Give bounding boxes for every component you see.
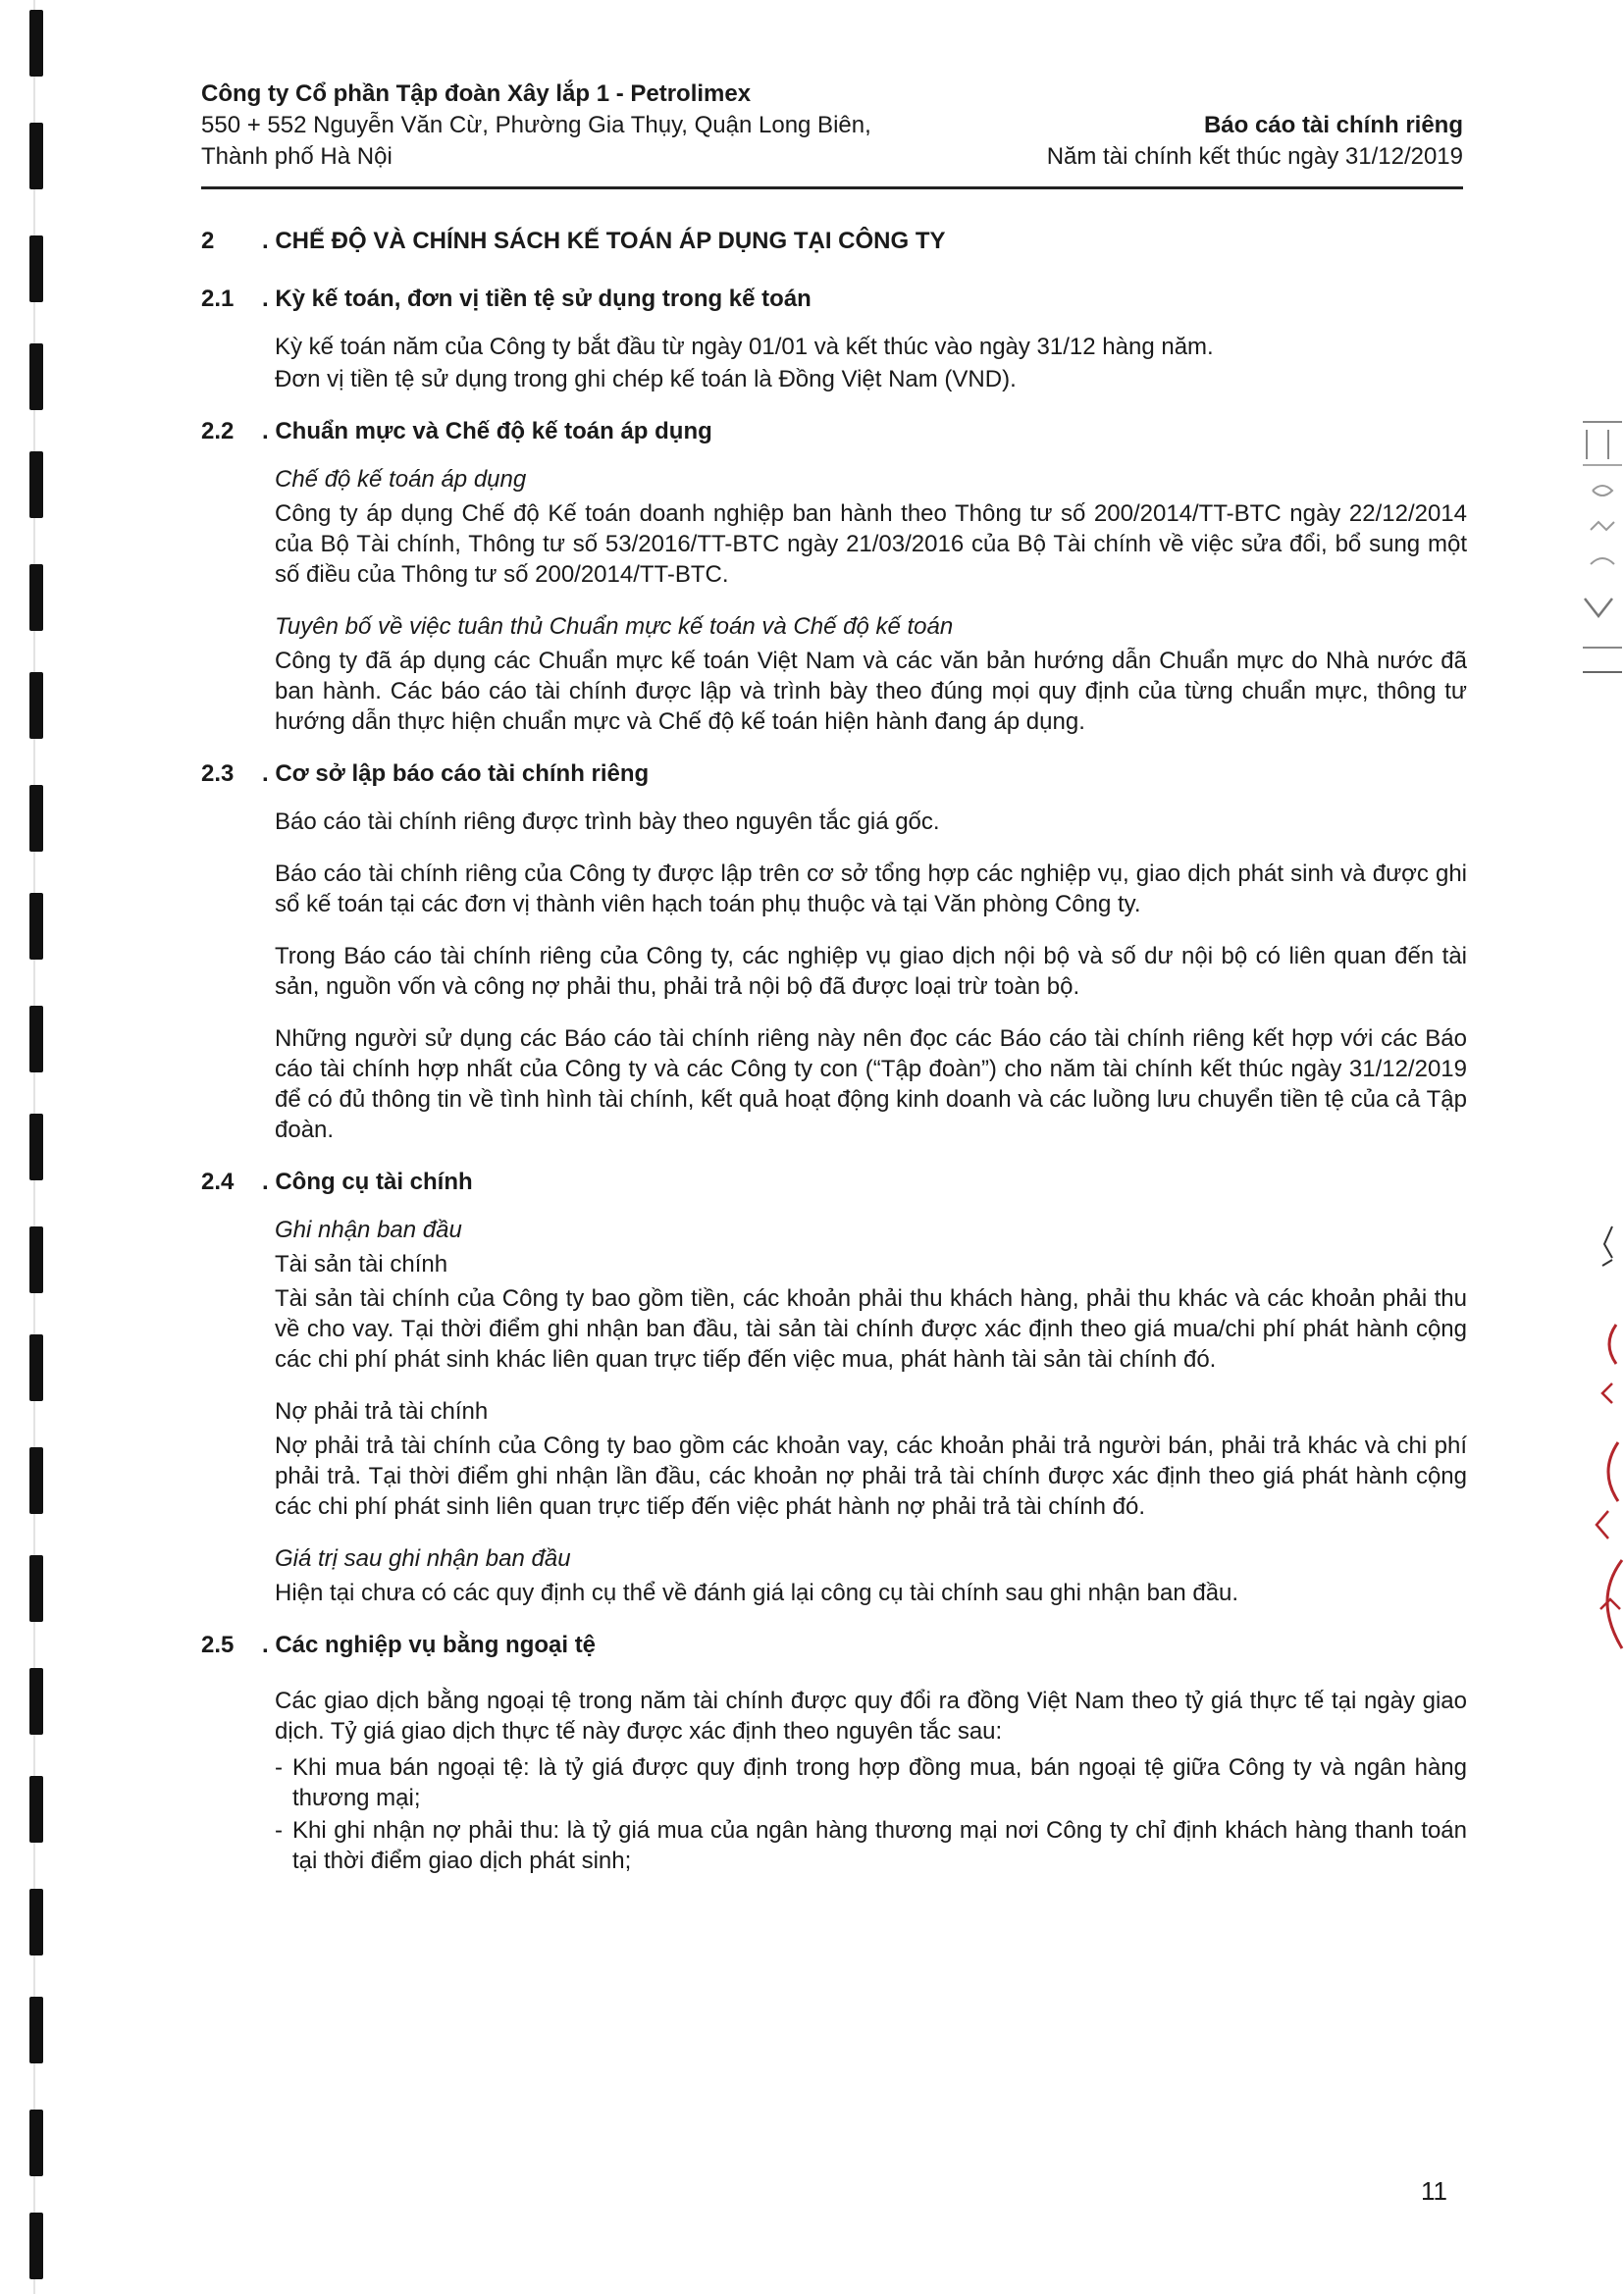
subheading: Tuyên bố về việc tuân thủ Chuẩn mực kế toán và Chế độ kế toán xyxy=(275,613,954,640)
binding-hole xyxy=(29,785,43,852)
section-number: 2.1 xyxy=(201,286,235,312)
list-item xyxy=(275,1815,1467,1876)
paragraph: Nợ phải trả tài chính của Công ty bao gồm các khoản vay, các khoản phải trả người bán, phải trả khác và chi phí phải trả. Tại thời điểm ghi nhận lần đầu, các khoản nợ phải trả tài chính được xác định theo giá phát hành cộng các chi phí phát sinh liên quan trực tiếp đến việc phát hành nợ phải trả tài chính đó. xyxy=(275,1433,1467,1520)
bullet-dash: - xyxy=(275,1817,283,1844)
section-2-3-heading xyxy=(201,758,1467,789)
binding-hole xyxy=(29,1334,43,1401)
binding-hole xyxy=(29,1447,43,1514)
report-block xyxy=(1047,110,1463,173)
paragraph: Công ty đã áp dụng các Chuẩn mực kế toán Việt Nam và các văn bản hướng dẫn Chuẩn mực do Nhà nước đã ban hành. Các báo cáo tài chính được lập và trình bày theo đúng mọi quy định của từng chuẩn mực, thông tư hướng dẫn thực hiện chuẩn mực và Chế độ kế toán hiện hành đang áp dụng. xyxy=(275,648,1467,735)
subheading: Chế độ kế toán áp dụng xyxy=(275,466,527,493)
label: Tài sản tài chính xyxy=(275,1251,448,1277)
section-title: . CHẾ ĐỘ VÀ CHÍNH SÁCH KẾ TOÁN ÁP DỤNG TẠI CÔNG TY xyxy=(262,228,946,254)
section-number: 2.4 xyxy=(201,1169,235,1195)
binding-hole xyxy=(29,1006,43,1072)
section-number: 2 xyxy=(201,228,215,254)
section-2-5-heading xyxy=(201,1630,1467,1660)
company-address-line1: 550 + 552 Nguyễn Văn Cừ, Phường Gia Thụy, Quận Long Biên, xyxy=(201,112,871,138)
section-title: . Kỳ kế toán, đơn vị tiền tệ sử dụng trong kế toán xyxy=(262,286,812,312)
paragraph: Những người sử dụng các Báo cáo tài chính riêng này nên đọc các Báo cáo tài chính riêng kết hợp với các Báo cáo tài chính hợp nhất của Công ty và các Công ty con (“Tập đoàn”) cho năm tài chính kết thúc ngày 31/12/2019 để có đủ thông tin về tình hình tài chính, kết quả hoạt động kinh doanh và các luồng lưu chuyển tiền tệ của cả Tập đoàn. xyxy=(275,1025,1467,1143)
company-address-line2: Thành phố Hà Nội xyxy=(201,143,393,170)
section-2-2-heading xyxy=(201,416,1467,446)
binding-hole xyxy=(29,10,43,77)
binding-hole xyxy=(29,343,43,410)
binding-hole xyxy=(29,1889,43,1955)
binding-hole xyxy=(29,235,43,302)
paragraph: Báo cáo tài chính riêng của Công ty được lập trên cơ sở tổng hợp các nghiệp vụ, giao dịch phát sinh và được ghi sổ kế toán tại các đơn vị thành viên hạch toán phụ thuộc và tại Văn phòng Công ty. xyxy=(275,860,1467,917)
report-period: Năm tài chính kết thúc ngày 31/12/2019 xyxy=(1046,143,1463,170)
binding-hole xyxy=(29,451,43,518)
section-2-heading xyxy=(201,226,1467,256)
paragraph: Kỳ kế toán năm của Công ty bắt đầu từ ngày 01/01 và kết thúc vào ngày 31/12 hàng năm. xyxy=(275,334,1214,360)
page-number: 11 xyxy=(1421,2176,1447,2206)
section-2-1-body xyxy=(275,332,1467,394)
section-title: . Chuẩn mực và Chế độ kế toán áp dụng xyxy=(262,418,712,444)
stamp-marks-graphic xyxy=(1573,402,1624,1678)
list-item-text: Khi mua bán ngoại tệ: là tỷ giá được quy định trong hợp đồng mua, bán ngoại tệ giữa Công ty và ngân hàng thương mại; xyxy=(292,1754,1467,1811)
subheading: Giá trị sau ghi nhận ban đầu xyxy=(275,1545,571,1572)
page-header xyxy=(201,78,1463,189)
paragraph: Công ty áp dụng Chế độ Kế toán doanh nghiệp ban hành theo Thông tư số 200/2014/TT-BTC ngày 22/12/2014 của Bộ Tài chính, Thông tư số 53/2016/TT-BTC ngày 21/03/2016 của Bộ Tài chính về việc sửa đổi, bổ sung một số điều của Thông tư số 200/2014/TT-BTC. xyxy=(275,500,1467,588)
paragraph: Tài sản tài chính của Công ty bao gồm tiền, các khoản phải thu khách hàng, phải thu khác và các khoản phải thu về cho vay. Tại thời điểm ghi nhận ban đầu, tài sản tài chính được xác định theo giá mua/chi phí phát hành cộng các chi phí phát sinh khác liên quan trực tiếp đến việc mua, phát hành tài sản tài chính đó. xyxy=(275,1285,1467,1373)
binding-hole xyxy=(29,2213,43,2279)
list-item xyxy=(275,1752,1467,1813)
binding-hole xyxy=(29,1226,43,1293)
binding-hole xyxy=(29,1776,43,1843)
binding-hole xyxy=(29,1997,43,2063)
binding-hole xyxy=(29,123,43,189)
binding-hole xyxy=(29,1668,43,1735)
section-title: . Cơ sở lập báo cáo tài chính riêng xyxy=(262,760,650,787)
report-title: Báo cáo tài chính riêng xyxy=(1203,112,1463,138)
company-name: Công ty Cổ phần Tập đoàn Xây lắp 1 - Petrolimex xyxy=(201,80,752,107)
section-2-4-body xyxy=(275,1215,1467,1608)
bullet-dash: - xyxy=(275,1754,283,1781)
section-2-1-heading xyxy=(201,284,1467,314)
paragraph: Hiện tại chưa có các quy định cụ thể về đánh giá lại công cụ tài chính sau ghi nhận ban đầu. xyxy=(275,1580,1239,1606)
section-2-2-body xyxy=(275,464,1467,737)
binding-hole xyxy=(29,1555,43,1622)
binding-hole xyxy=(29,672,43,739)
paragraph: Trong Báo cáo tài chính riêng của Công ty, các nghiệp vụ giao dịch nội bộ và số dư nội bộ có liên quan đến tài sản, nguồn vốn và công nợ phải thu, phải trả nội bộ đã được loại trừ toàn bộ. xyxy=(275,943,1467,1000)
binding-holes xyxy=(22,0,51,2294)
label: Nợ phải trả tài chính xyxy=(275,1398,489,1425)
section-number: 2.3 xyxy=(201,760,235,787)
paragraph: Báo cáo tài chính riêng được trình bày theo nguyên tắc giá gốc. xyxy=(275,808,940,835)
list-item-text: Khi ghi nhận nợ phải thu: là tỷ giá mua của ngân hàng thương mại nơi Công ty chỉ định khách hàng thanh toán tại thời điểm giao dịch phát sinh; xyxy=(292,1817,1467,1874)
section-title: . Công cụ tài chính xyxy=(262,1169,473,1195)
section-title: . Các nghiệp vụ bằng ngoại tệ xyxy=(262,1632,597,1658)
binding-hole xyxy=(29,2110,43,2176)
company-block xyxy=(201,78,871,173)
section-number: 2.5 xyxy=(201,1632,235,1658)
binding-hole xyxy=(29,893,43,960)
paragraph: Các giao dịch bằng ngoại tệ trong năm tài chính được quy đổi ra đồng Việt Nam theo tỷ giá thực tế tại ngày giao dịch. Tỷ giá giao dịch thực tế này được xác định theo nguyên tắc sau: xyxy=(275,1688,1467,1745)
section-2-3-body xyxy=(275,807,1467,1145)
document-body xyxy=(201,226,1467,1878)
section-number: 2.2 xyxy=(201,418,235,444)
section-2-4-heading xyxy=(201,1167,1467,1197)
edge-stamp-fragment xyxy=(1573,402,1624,1678)
paragraph: Đơn vị tiền tệ sử dụng trong ghi chép kế toán là Đồng Việt Nam (VND). xyxy=(275,366,1017,392)
subheading: Ghi nhận ban đầu xyxy=(275,1217,462,1243)
binding-hole xyxy=(29,1114,43,1180)
section-2-5-body xyxy=(275,1678,1467,1876)
binding-hole xyxy=(29,564,43,631)
